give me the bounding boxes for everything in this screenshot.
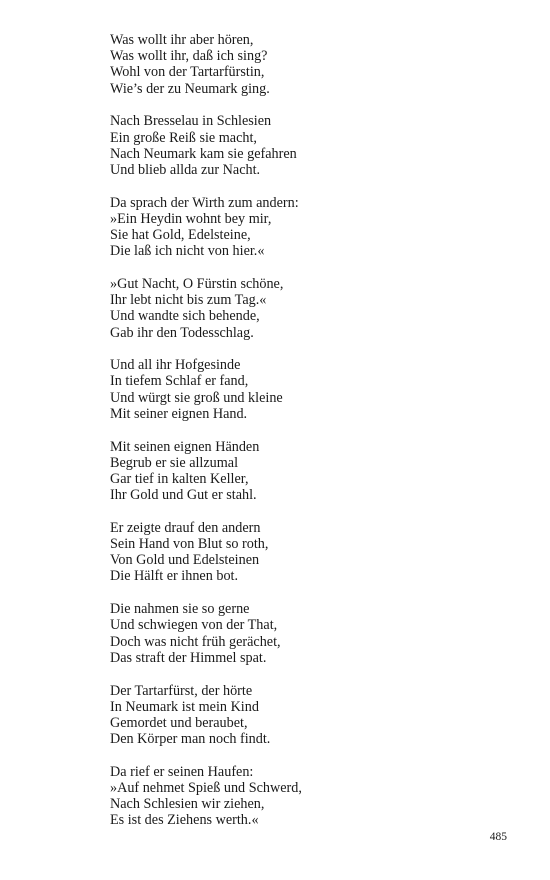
poem-line: Sie hat Gold, Edelsteine, — [110, 227, 251, 244]
poem-line: Das straft der Himmel spat. — [110, 649, 267, 666]
poem-line: Den Körper man noch findt. — [110, 731, 271, 748]
poem-line: In tiefem Schlaf er fand, — [110, 373, 249, 390]
poem-line: Die laß ich nicht von hier.« — [110, 243, 265, 260]
poem-line: Und blieb allda zur Nacht. — [110, 161, 261, 178]
poem-line: Und würgt sie groß und kleine — [110, 389, 283, 406]
poem-line: Der Tartarfürst, der hörte — [110, 682, 253, 699]
poem-line: Wohl von der Tartarfürstin, — [110, 64, 265, 81]
poem-line: Da rief er seinen Haufen: — [110, 763, 254, 780]
poem-line: Und wandte sich behende, — [110, 308, 260, 325]
poem-line: Mit seinen eignen Händen — [110, 438, 260, 455]
poem-line: Nach Bresselau in Schlesien — [110, 113, 272, 130]
poem-line: In Neumark ist mein Kind — [110, 698, 259, 715]
poem-line: Begrub er sie allzumal — [110, 454, 239, 471]
page-number: 485 — [489, 831, 507, 843]
poem-line: »Ein Heydin wohnt bey mir, — [110, 210, 272, 227]
poem-line: Gemordet und beraubet, — [110, 714, 248, 731]
poem-line: Die nahmen sie so gerne — [110, 601, 250, 618]
stanza-10 — [110, 764, 510, 829]
stanza-4 — [110, 276, 510, 341]
poem-line: Was wollt ihr aber hören, — [110, 32, 254, 48]
poem-line: Da sprach der Wirth zum andern: — [110, 194, 299, 211]
poem-line: Ihr Gold und Gut er stahl. — [110, 487, 257, 504]
poem-line: Sein Hand von Blut so roth, — [110, 536, 269, 553]
poem-line: Ein große Reiß sie macht, — [110, 129, 257, 146]
poem-line: Und all ihr Hofgesinde — [110, 357, 241, 374]
poem-line: Doch was nicht früh gerächet, — [110, 633, 281, 650]
stanza-9 — [110, 683, 510, 748]
poem — [110, 32, 510, 845]
poem-line: Gar tief in kalten Keller, — [110, 470, 249, 487]
poem-line: Nach Neumark kam sie gefahren — [110, 145, 297, 162]
poem-line: Was wollt ihr, daß ich sing? — [110, 48, 268, 65]
poem-line: Gab ihr den Todesschlag. — [110, 324, 254, 341]
poem-line: »Gut Nacht, O Fürstin schöne, — [110, 275, 284, 292]
stanza-3 — [110, 195, 510, 260]
stanza-8 — [110, 601, 510, 666]
poem-line: Ihr lebt nicht bis zum Tag.« — [110, 292, 267, 309]
poem-line: Nach Schlesien wir ziehen, — [110, 796, 265, 813]
poem-line: Er zeigte drauf den andern — [110, 519, 261, 536]
poem-line: Mit seiner eignen Hand. — [110, 405, 248, 422]
stanza-5 — [110, 357, 510, 422]
poem-line: Es ist des Ziehens werth.« — [110, 812, 259, 829]
poem-line: Von Gold und Edelsteinen — [110, 552, 260, 569]
stanza-1 — [110, 32, 510, 97]
stanza-7 — [110, 520, 510, 585]
poem-line: Und schwiegen von der That, — [110, 617, 278, 634]
poem-line: Die Hälft er ihnen bot. — [110, 568, 239, 585]
stanza-2 — [110, 113, 510, 178]
poem-line: »Auf nehmet Spieß und Schwerd, — [110, 780, 302, 797]
stanza-6 — [110, 439, 510, 504]
poem-line: Wie’s der zu Neumark ging. — [110, 80, 270, 97]
